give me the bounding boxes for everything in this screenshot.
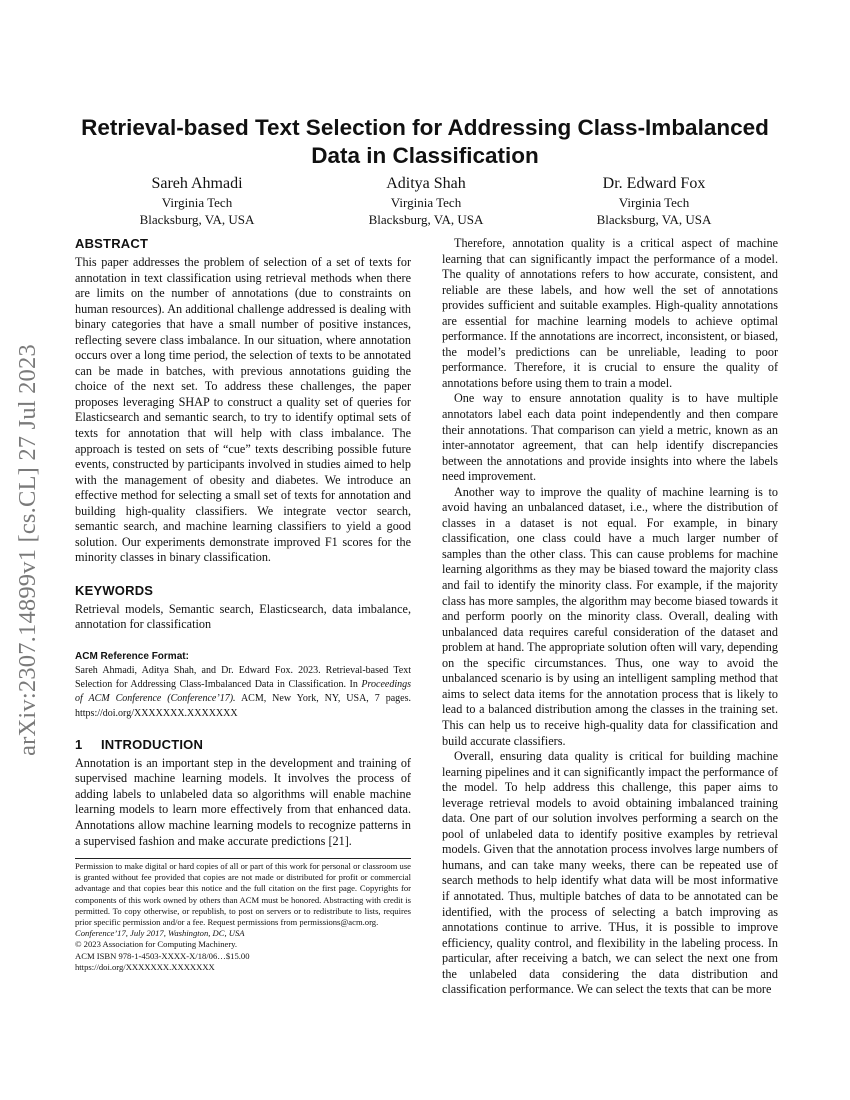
body-paragraph: Therefore, annotation quality is a critical aspect of machine learning that can significantly impact the performance of a model. The quality of annotations refers to how accurate, consistent, and reliable are these labels, and how well the set of annotations provides sufficient and suitable examples. High-quality annotations are essential for machine learning models to achieve optimal performance. If the annotations are incorrect, inconsistent, or biased, the model’s predictions can be unreliable, leading to poor performance. Therefore, it is crucial to ensure the quality of annotations before using them to train a model. bbox=[442, 236, 778, 390]
body-paragraph: One way to ensure annotation quality is to have multiple annotators label each data point independently and then compare their annotations. That comparison can yield a metric, known as an inter-annotator agreement, that can help identify discrepancies between the annotations and provide insights into where the labels need improvement. bbox=[442, 391, 778, 484]
introduction-heading bbox=[75, 737, 411, 753]
introduction-text: Annotation is an important step in the development and training of supervised machine learning models. It involves the process of adding labels to unlabeled data so algorithms will enable machine learning models to learn more effectively from that enhanced data. Annotations allow machine learning models to recognize patterns in a supervised fashion and make accurate predictions [21]. bbox=[75, 755, 411, 848]
author-affiliation: Virginia Tech bbox=[390, 195, 462, 210]
body-paragraph: Another way to improve the quality of machine learning is to avoid having an unbalanced dataset, i.e., where the distribution of classes in a dataset is not equal. For example, in binary classification, one class could have a much larger number of samples than the other class. This can cause problems for machine learning algorithms as they may be biased toward the majority class and fail to identify the minority class. For example, if the majority class has more samples, the algorithm may become biased towards it and perform poorly on the minority class. Overall, dealing with unbalanced data requires careful consideration of the dataset and problem at hand. The appropriate solution often will vary, depending on the specific circumstances. Thus, one way to avoid the unbalanced scenario is by using an intelligent sampling method that aims to select data items for the annotation process that is likely to lead to a balanced distribution among the classes in the training set. This can help us to receive high-quality data for classification and build accurate classifiers. bbox=[442, 484, 778, 748]
acm-reference-venue: Proceedings of ACM Conference (Conference’17). bbox=[75, 679, 411, 705]
author-2 bbox=[316, 174, 536, 228]
body-paragraph: Overall, ensuring data quality is critical for building machine learning pipelines and it can significantly impact the performance of the model. To help address this challenge, this paper aims to leverage retrieval models to avoid obtaining imbalanced training data. One part of our solution involves performing a search on the pool of unlabeled data to identify positive examples by retrieval models. Given that the annotation process involves large numbers of humans, and can take many weeks, there can be repeated use of search methods to help identify what data will be most informative if annotated. Thus, multiple batches of data to be annotated can be identified, with the process of selecting a batch improving as annotations continue to arrive. THus, it is possible to improve efficiency, quality control, and flexibility in the labeling process. In particular, after receiving a batch, we can select the next one from the unlabeled data considering the data distribution and classification performance. We can select the texts that can be more bbox=[442, 749, 778, 997]
section-title: INTRODUCTION bbox=[101, 736, 204, 752]
doi-line: https://doi.org/XXXXXXX.XXXXXXX bbox=[75, 961, 215, 972]
author-affiliation: Virginia Tech bbox=[618, 195, 690, 210]
author-location: Blacksburg, VA, USA bbox=[368, 212, 484, 227]
right-column bbox=[442, 236, 778, 998]
abstract-heading: ABSTRACT bbox=[75, 236, 149, 251]
author-3 bbox=[544, 174, 764, 228]
acm-reference-text bbox=[75, 664, 411, 721]
copyright-line: © 2023 Association for Computing Machinery. bbox=[75, 939, 238, 950]
author-location: Blacksburg, VA, USA bbox=[596, 212, 712, 227]
keywords-text: Retrieval models, Semantic search, Elasticsearch, data imbalance, annotation for classification bbox=[75, 601, 411, 632]
author-block bbox=[0, 174, 850, 234]
arxiv-identifier: arXiv:2307.14899v1 [cs.CL] 27 Jul 2023 bbox=[14, 344, 41, 756]
permission-text: Permission to make digital or hard copies of all or part of this work for personal or classroom use is granted without fee provided that copies are not made or distributed for profit or commercial advantage and that copies bear this notice and the full citation on the first page. Copyrights for components of this work owned by others than ACM must be honored. Abstracting with credit is permitted. To copy otherwise, or republish, to post on servers or to redistribute to lists, requires prior specific permission and/or a fee. Request permissions from permissions@acm.org. bbox=[75, 861, 411, 928]
acm-reference-heading: ACM Reference Format: bbox=[75, 651, 189, 663]
permission-footnote bbox=[75, 858, 411, 973]
abstract-text: This paper addresses the problem of selection of a set of texts for annotation in text classification using retrieval methods when there are limits on the number of annotations (due to constraints on human resources). An additional challenge addressed is dealing with binary categories that have a small number of positive instances, reflecting severe class imbalance. In our situation, where annotation occurs over a long time period, the selection of texts to be annotated can be made in batches, with previous annotations guiding the choice of the next set. To address these challenges, the paper proposes leveraging SHAP to construct a quality set of queries for Elasticsearch and semantic search, to try to identify optimal sets of texts for annotation that will help with class imbalance. The approach is tested on sets of “cue” texts describing possible future events, constructed by participants involved in studies aimed to help with the management of obesity and diabetes. We introduce an effective method for selecting a small set of texts for annotation and building high-quality classifiers. We integrate vector search, semantic search, and machine learning classifiers to yield a good solution. Our experiments demonstrate improved F1 scores for the minority classes in binary classification. bbox=[75, 255, 411, 565]
acm-reference-doi: ACM, New York, NY, USA, 7 pages. https://doi.org/XXXXXXX.XXXXXXX bbox=[75, 693, 411, 719]
section-number: 1 bbox=[75, 736, 83, 752]
author-name: Sareh Ahmadi bbox=[151, 175, 243, 192]
conference-line: Conference’17, July 2017, Washington, DC, USA bbox=[75, 928, 245, 939]
author-affiliation: Virginia Tech bbox=[161, 195, 233, 210]
left-column bbox=[75, 236, 411, 849]
author-1 bbox=[87, 174, 307, 228]
paper-title: Retrieval-based Text Selection for Addressing Class-Imbalanced Data in Classification bbox=[81, 115, 769, 168]
acm-reference-citation: Sareh Ahmadi, Aditya Shah, and Dr. Edward Fox. 2023. Retrieval-based Text Selection for Addressing Class-Imbalanced Data in Classification. In bbox=[75, 665, 411, 691]
keywords-heading: KEYWORDS bbox=[75, 582, 154, 598]
author-name: Dr. Edward Fox bbox=[602, 175, 706, 192]
isbn-line: ACM ISBN 978-1-4503-XXXX-X/18/06…$15.00 bbox=[75, 950, 250, 961]
author-name: Aditya Shah bbox=[386, 175, 466, 192]
arxiv-sidebar bbox=[8, 290, 48, 810]
author-location: Blacksburg, VA, USA bbox=[139, 212, 255, 227]
conference-info bbox=[75, 928, 411, 939]
